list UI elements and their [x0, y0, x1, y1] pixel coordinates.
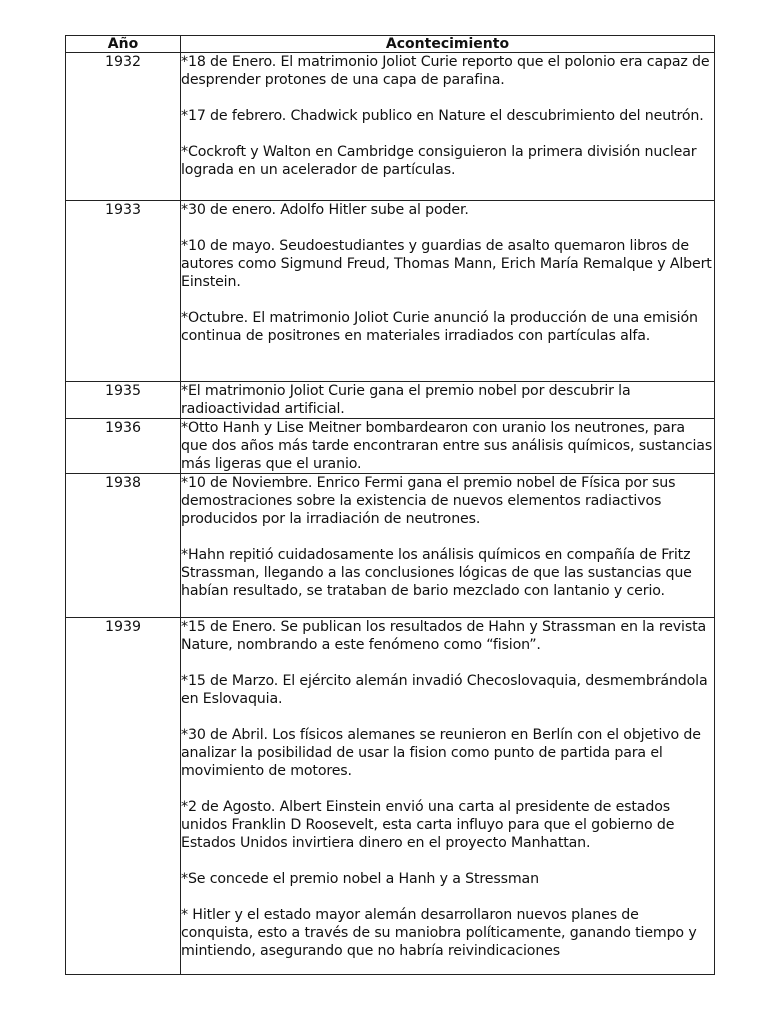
timeline-table [65, 35, 715, 975]
events-clip [181, 618, 714, 974]
event-entry: *10 de Noviembre. Enrico Fermi gana el premio nobel de Física por sus demostraciones sobre la existencia de nuevos elementos radiactivos producidos por la irradiación de neutrones. [181, 475, 676, 527]
year-cell: 1938 [66, 474, 181, 618]
header-event: Acontecimiento [181, 36, 715, 53]
event-entry: *Octubre. El matrimonio Joliot Curie anunció la producción de una emisión continua de positrones en materiales irradiados con partículas alfa. [181, 310, 698, 344]
table-row [66, 474, 715, 618]
event-entry: *Otto Hanh y Lise Meitner bombardearon con uranio los neutrones, para que dos años más tarde encontraran entre sus análisis químicos, sustancias más ligeras que el uranio. [181, 420, 713, 472]
event-entry: *Hahn repitió cuidadosamente los análisis químicos en compañía de Fritz Strassman, llegando a las conclusiones lógicas de que las sustancias que habían resultado, se trataban de bario mezclado con lantanio y cerio. [181, 547, 692, 599]
header-row [66, 36, 715, 53]
event-entry: *Cockroft y Walton en Cambridge consiguieron la primera división nuclear lograda en un acelerador de partículas. [181, 144, 697, 178]
events-cell [181, 474, 715, 618]
event-entry: *18 de Enero. El matrimonio Joliot Curie reporto que el polonio era capaz de desprender protones de una capa de parafina. [181, 54, 710, 88]
events-cell [181, 419, 715, 474]
event-entry: *15 de Marzo. El ejército alemán invadió Checoslovaquia, desmembrándola en Eslovaquia. [181, 673, 708, 707]
table-row [66, 419, 715, 474]
event-entry: *Se concede el premio nobel a Hanh y a Stressman [181, 871, 539, 887]
year-cell: 1935 [66, 382, 181, 419]
year-cell: 1933 [66, 201, 181, 382]
year-cell: 1932 [66, 53, 181, 201]
table-row [66, 618, 715, 975]
header-year: Año [66, 36, 181, 53]
blank-line [181, 345, 714, 363]
event-entry: *10 de mayo. Seudoestudiantes y guardias de asalto quemaron libros de autores como Sigmund Freud, Thomas Mann, Erich María Remalque y Albert Einstein. [181, 238, 712, 290]
table-row [66, 382, 715, 419]
event-entry: * Hitler y el estado mayor alemán desarrollaron nuevos planes de conquista, esto a través de su maniobra políticamente, ganando tiempo y mintiendo, asegurando que no habría reivindicaciones [181, 907, 697, 959]
events-cell [181, 53, 715, 201]
table-row [66, 53, 715, 201]
event-entry: *17 de febrero. Chadwick publico en Nature el descubrimiento del neutrón. [181, 108, 704, 124]
year-cell: 1939 [66, 618, 181, 975]
year-cell: 1936 [66, 419, 181, 474]
event-entry: *2 de Agosto. Albert Einstein envió una carta al presidente de estados unidos Franklin D Roosevelt, esta carta influyo para que el gobierno de Estados Unidos invirtiera dinero en el proyecto Manhattan. [181, 799, 675, 851]
event-entry: *30 de enero. Adolfo Hitler sube al poder. [181, 202, 469, 218]
event-entry: *30 de Abril. Los físicos alemanes se reunieron en Berlín con el objetivo de analizar la posibilidad de usar la fision como punto de partida para el movimiento de motores. [181, 727, 701, 779]
events-cell [181, 201, 715, 382]
event-entry: *15 de Enero. Se publican los resultados de Hahn y Strassman en la revista Nature, nombrando a este fenómeno como “fision”. [181, 619, 707, 653]
events-cell [181, 382, 715, 419]
events-cell [181, 618, 715, 975]
event-entry: *El matrimonio Joliot Curie gana el premio nobel por descubrir la radioactividad artificial. [181, 383, 631, 417]
table-row [66, 201, 715, 382]
